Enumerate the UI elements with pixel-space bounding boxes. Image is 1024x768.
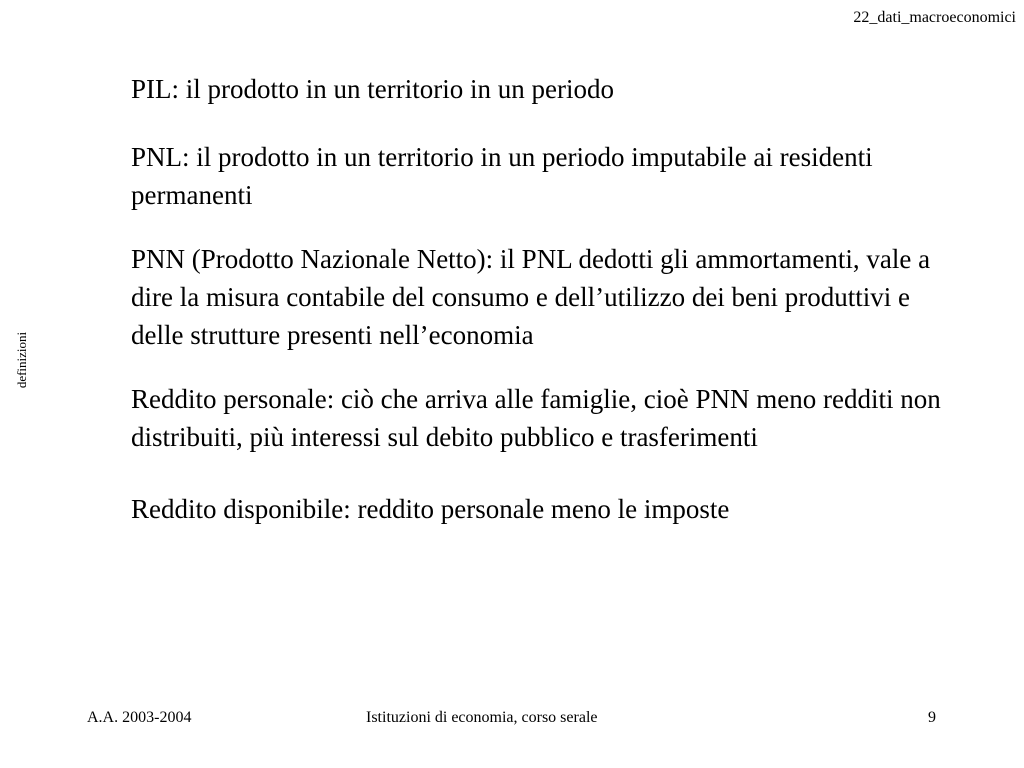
definition-reddito-personale: Reddito personale: ciò che arriva alle famiglie, cioè PNN meno redditi non distribuiti, più interessi sul debito pubblico e trasferimenti <box>131 384 941 452</box>
slide-content <box>131 70 951 528</box>
definition-pnn: PNN (Prodotto Nazionale Netto): il PNL dedotti gli ammortamenti, vale a dire la misura contabile del consumo e dell’utilizzo dei beni produttivi e delle strutture presenti nell’economia <box>131 244 931 350</box>
slide-file-title: 22_dati_macroeconomici <box>853 9 1016 26</box>
footer-academic-year: A.A. 2003-2004 <box>87 709 192 726</box>
definition-reddito-disponibile: Reddito disponibile: reddito personale meno le imposte <box>131 494 730 524</box>
footer-course-title: Istituzioni di economia, corso serale <box>366 709 598 726</box>
definition-pnl: PNL: il prodotto in un territorio in un periodo imputabile ai residenti permanenti <box>131 142 873 210</box>
section-side-label-text: definizioni <box>14 331 30 389</box>
definition-pil: PIL: il prodotto in un territorio in un periodo <box>131 74 614 104</box>
footer-page-number: 9 <box>928 709 936 726</box>
section-side-label <box>12 320 32 400</box>
